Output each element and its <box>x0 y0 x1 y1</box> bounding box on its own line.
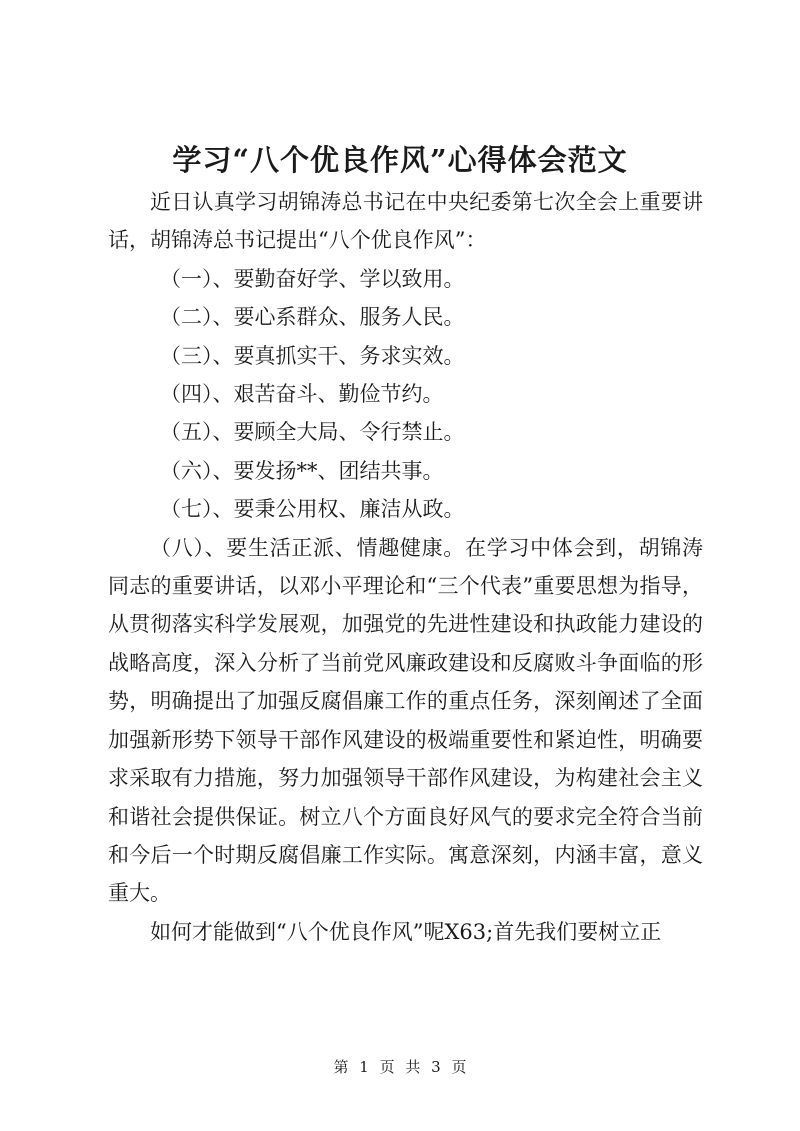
item8-paragraph: （八）、要生活正派、情趣健康。在学习中体会到，胡锦涛同志的重要讲话，以邓小平理论和“三个代表”重要思想为指导，从贯彻落实科学发展观，加强党的先进性建设和执政能力建设的战略高度，深入分析了当前党风廉政建设和反腐败斗争面临的形势，明确提出了加强反腐倡廉工作的重点任务，深刻阐述了全面加强新形势下领导干部作风建设的极端重要性和紧迫性，明确要求采取有力措施，努力加强领导干部作风建设，为构建社会主义和谐社会提供保证。树立八个方面良好风气的要求完全符合当前和今后一个时期反腐倡廉工作实际。寓意深刻，内涵丰富，意义重大。 <box>108 535 703 906</box>
document-title: 学习“八个优良作风”心得体会范文 <box>172 143 628 177</box>
intro-paragraph: 近日认真学习胡锦涛总书记在中央纪委第七次全会上重要讲话，胡锦涛总书记提出“八个优良作风”： <box>108 190 703 253</box>
list-item: （四）、艰苦奋斗、勤俭节约。 <box>160 382 444 407</box>
list-item: （三）、要真抓实干、务求实效。 <box>160 343 465 368</box>
last-paragraph: 如何才能做到“八个优良作风”呢X63;首先我们要树立正 <box>150 919 662 944</box>
list-item: （二）、要心系群众、服务人民。 <box>160 305 465 330</box>
document-body <box>108 183 703 951</box>
page-footer: 第 1 页 共 3 页 <box>333 1058 467 1076</box>
list-item: （六）、要发扬**、团结共事。 <box>160 458 444 483</box>
list-item: （一）、要勤奋好学、学以致用。 <box>160 266 465 291</box>
list-item: （五）、要顾全大局、令行禁止。 <box>160 420 465 445</box>
list-item: （七）、要秉公用权、廉洁从政。 <box>160 497 465 522</box>
